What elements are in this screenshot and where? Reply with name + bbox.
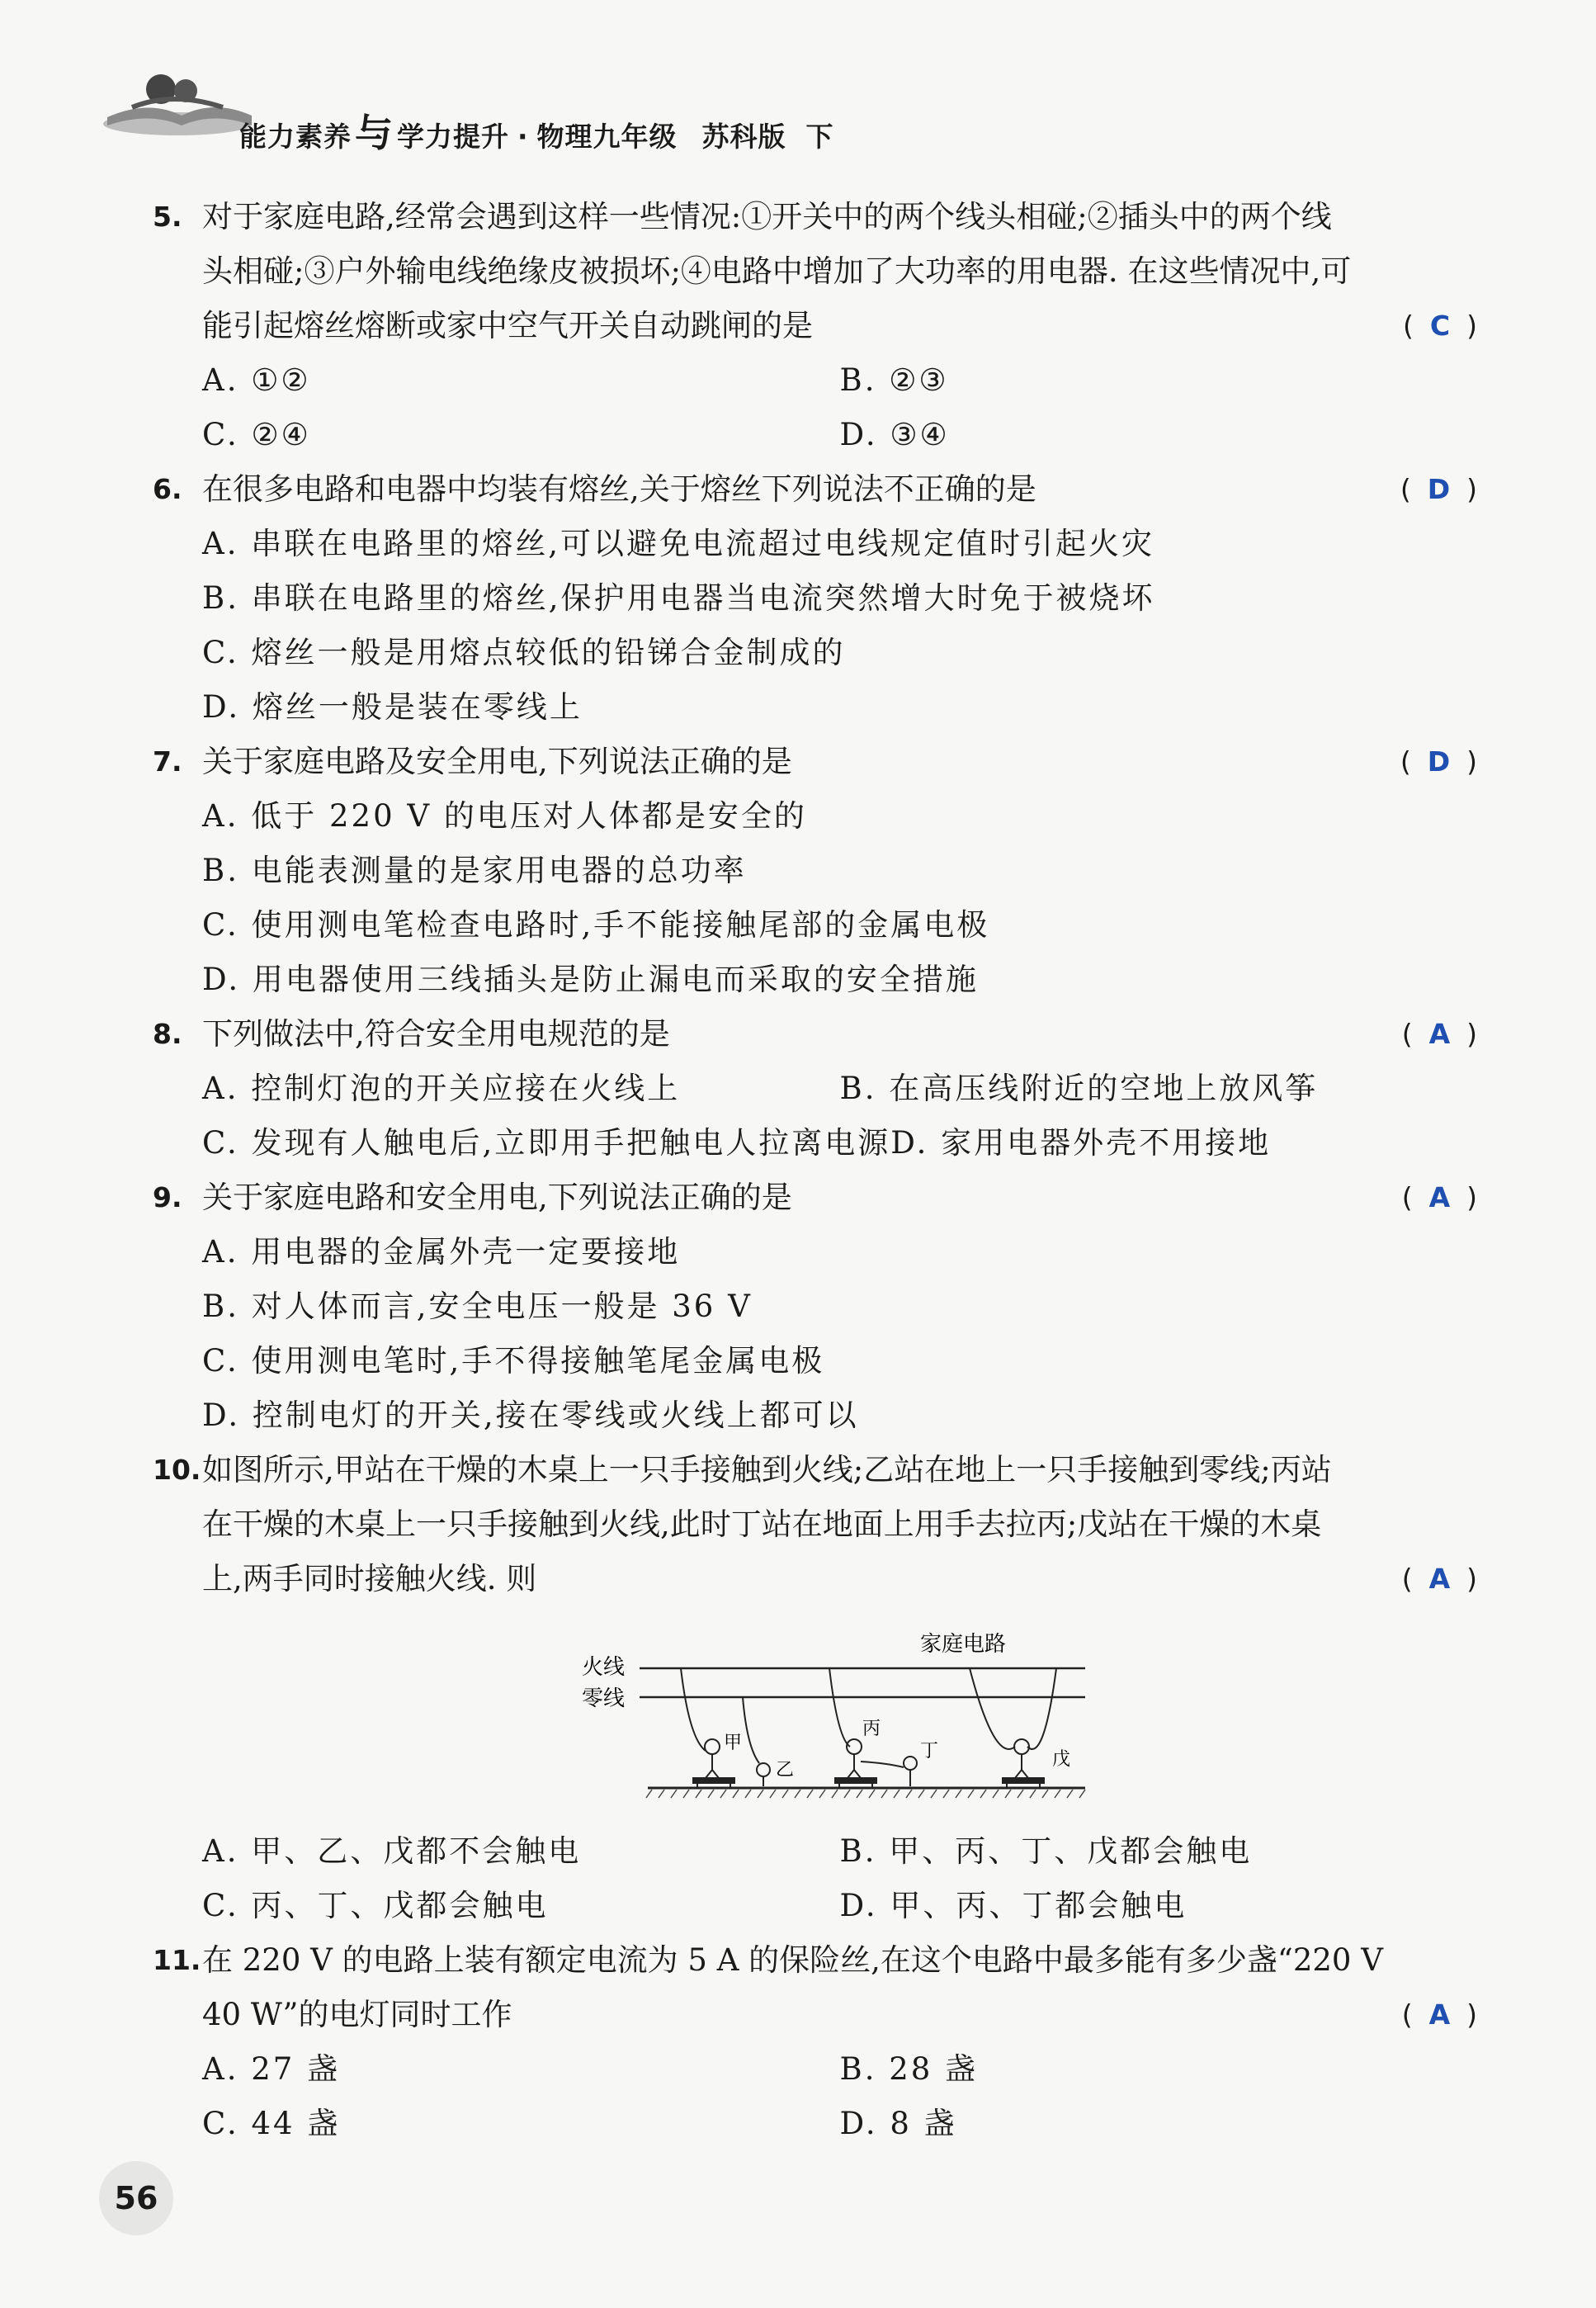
answer-bracket: ( A ) — [1401, 1181, 1477, 1213]
answer-bracket: ( A ) — [1401, 1563, 1477, 1595]
option: B. 在高压线附近的空地上放风筝 — [839, 1071, 1319, 1106]
option: D. 用电器使用三线插头是防止漏电而采取的安全措施 — [202, 962, 979, 997]
question-5 — [153, 190, 1477, 462]
answer-value: A — [1428, 1181, 1451, 1213]
options — [202, 1062, 1477, 1171]
options — [202, 517, 1477, 735]
question-number: 7. — [153, 745, 182, 778]
option: A. 串联在电路里的熔丝,可以避免电流超过电线规定值时引起火灾 — [202, 526, 1155, 561]
option: C. 使用测电笔时,手不得接触笔尾金属电极 — [202, 1343, 825, 1379]
question-6 — [153, 462, 1477, 735]
label-yi: 乙 — [776, 1760, 795, 1781]
options — [202, 353, 1477, 462]
label-jia: 甲 — [724, 1733, 743, 1753]
option: A. 低于 220 V 的电压对人体都是安全的 — [202, 798, 807, 834]
option: D. 甲、丙、丁都会触电 — [839, 1888, 1188, 1923]
question-number: 10. — [153, 1454, 201, 1486]
question-text: 在很多电路和电器中均装有熔丝,关于熔丝下列说法不正确的是 — [202, 471, 1036, 507]
options — [202, 1824, 1477, 1933]
option: D. 家用电器外壳不用接地 — [890, 1125, 1272, 1161]
option: B. 电能表测量的是家用电器的总功率 — [202, 853, 747, 888]
question-11 — [153, 1933, 1477, 2151]
option: C. 发现有人触电后,立即用手把触电人拉离电源 — [202, 1125, 891, 1161]
options — [202, 1225, 1477, 1443]
question-number: 11. — [153, 1944, 201, 1976]
question-7 — [153, 735, 1477, 1007]
label-wu: 戊 — [1052, 1749, 1071, 1770]
options — [202, 789, 1477, 1007]
option: A. 甲、乙、戊都不会触电 — [202, 1833, 582, 1869]
person-ding — [904, 1757, 917, 1786]
option: D. ③④ — [839, 417, 950, 452]
question-10 — [153, 1443, 1477, 1933]
question-text: 40 W”的电灯同时工作 — [202, 1997, 512, 2032]
question-text: 在干燥的木桌上一只手接触到火线,此时丁站在地面上用手去拉丙;戊站在干燥的木桌 — [202, 1506, 1322, 1542]
answer-value: C — [1429, 310, 1451, 342]
circuit-figure — [582, 1623, 1093, 1804]
question-number: 9. — [153, 1181, 182, 1213]
question-text: 如图所示,甲站在干燥的木桌上一只手接触到火线;乙站在地上一只手接触到零线;丙站 — [202, 1452, 1332, 1487]
label-bing: 丙 — [862, 1719, 881, 1739]
person-bing — [835, 1739, 904, 1788]
option: A. 27 盏 — [202, 2051, 341, 2087]
fire-line-label: 火线 — [582, 1655, 626, 1680]
question-text: 下列做法中,符合安全用电规范的是 — [202, 1016, 670, 1052]
options — [202, 2042, 1477, 2151]
question-8 — [153, 1007, 1477, 1171]
answer-bracket: ( A ) — [1401, 1998, 1477, 2031]
question-number: 5. — [153, 201, 182, 233]
option: C. 44 盏 — [202, 2106, 341, 2141]
answer-bracket: ( A ) — [1401, 1018, 1477, 1050]
question-text: 头相碰;③户外输电线绝缘皮被损坏;④电路中增加了大功率的用电器. 在这些情况中,可 — [202, 253, 1352, 289]
answer-bracket: ( D ) — [1400, 745, 1477, 778]
label-ding: 丁 — [920, 1741, 939, 1762]
question-text: 关于家庭电路及安全用电,下列说法正确的是 — [202, 744, 792, 779]
question-number: 6. — [153, 473, 182, 505]
book-title: 能力素养与 学力提升 · 物理九年级 苏科版 下 — [239, 111, 834, 155]
option: B. ②③ — [839, 362, 949, 398]
option: D. 控制电灯的开关,接在零线或火线上都可以 — [202, 1398, 859, 1433]
answer-value: A — [1428, 1018, 1451, 1050]
question-number: 8. — [153, 1018, 182, 1050]
page-header — [99, 58, 1502, 155]
option: A. 控制灯泡的开关应接在火线上 — [202, 1071, 681, 1106]
question-text: 关于家庭电路和安全用电,下列说法正确的是 — [202, 1180, 792, 1215]
person-yi — [757, 1763, 770, 1786]
option: A. ①② — [202, 362, 311, 398]
option: B. 对人体而言,安全电压一般是 36 V — [202, 1289, 753, 1324]
option: D. 熔丝一般是装在零线上 — [202, 689, 583, 725]
option: C. 使用测电笔检查电路时,手不能接触尾部的金属电极 — [202, 907, 990, 943]
answer-bracket: ( D ) — [1400, 473, 1477, 505]
question-text: 能引起熔丝熔断或家中空气开关自动跳闸的是 — [202, 308, 813, 343]
answer-value: D — [1427, 473, 1451, 505]
page-number: 56 — [99, 2161, 173, 2235]
question-text: 上,两手同时接触火线. 则 — [202, 1561, 537, 1596]
answer-value: A — [1428, 1563, 1451, 1595]
option: A. 用电器的金属外壳一定要接地 — [202, 1234, 681, 1270]
figure-title: 家庭电路 — [920, 1632, 1007, 1657]
option: C. 熔丝一般是用熔点较低的铅锑合金制成的 — [202, 635, 846, 670]
question-text: 在 220 V 的电路上装有额定电流为 5 A 的保险丝,在这个电路中最多能有多少盏“220 V — [202, 1942, 1383, 1978]
option: D. 8 盏 — [839, 2106, 957, 2141]
option: B. 28 盏 — [839, 2051, 979, 2087]
book-logo-icon — [99, 66, 256, 140]
answer-value: A — [1428, 1998, 1451, 2031]
question-text: 对于家庭电路,经常会遇到这样一些情况:①开关中的两个线头相碰;②插头中的两个线 — [202, 199, 1332, 234]
question-list — [153, 190, 1477, 2151]
option: B. 串联在电路里的熔丝,保护用电器当电流突然增大时免于被烧坏 — [202, 580, 1155, 616]
option: C. 丙、丁、戊都会触电 — [202, 1888, 549, 1923]
option: B. 甲、丙、丁、戊都会触电 — [839, 1833, 1253, 1869]
answer-value: D — [1427, 745, 1451, 778]
option: C. ②④ — [202, 417, 311, 452]
neutral-line-label: 零线 — [582, 1686, 626, 1711]
question-9 — [153, 1171, 1477, 1443]
answer-bracket: ( C ) — [1403, 310, 1477, 342]
